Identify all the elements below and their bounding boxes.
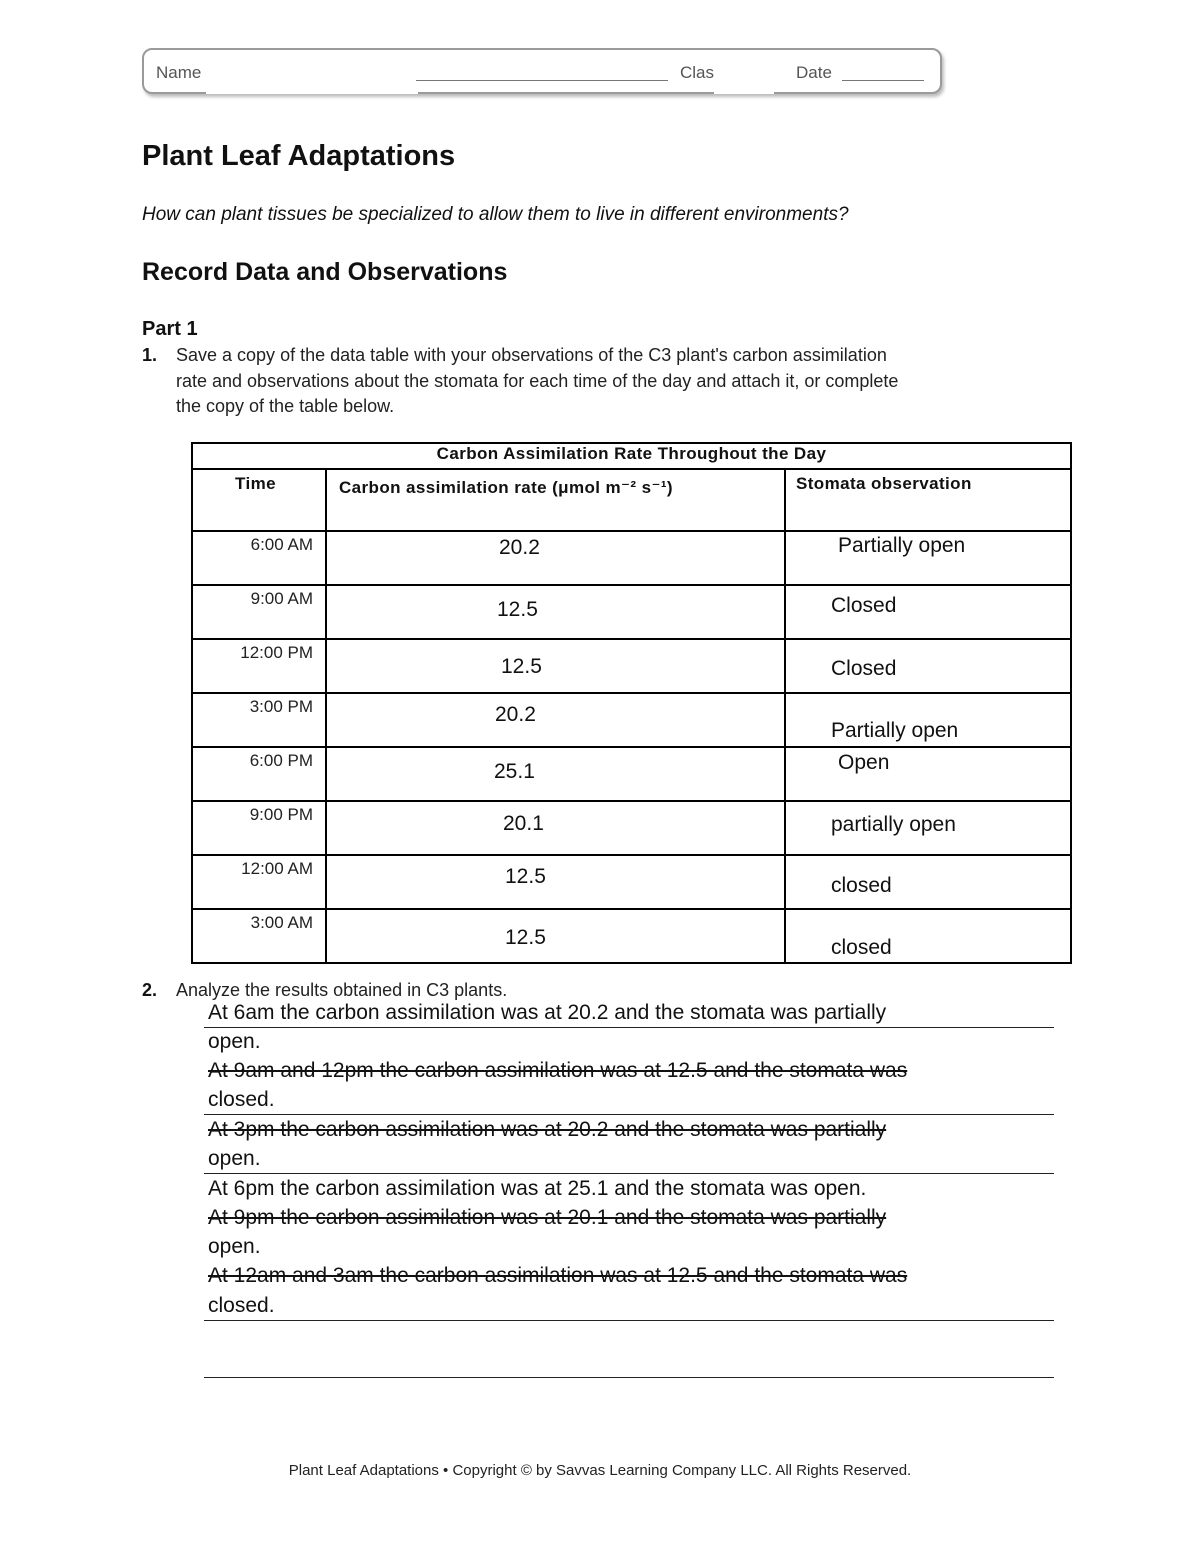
observation-value: Closed [831, 594, 897, 617]
time-cell: 12:00 AM [192, 855, 326, 909]
observation-cell[interactable] [785, 855, 1071, 909]
name-field[interactable] [416, 80, 668, 81]
class-label: Clas [680, 63, 715, 82]
instruction-line: the copy of the table below. [176, 396, 395, 416]
answer-line[interactable] [204, 1204, 1054, 1233]
instruction-line: rate and observations about the stomata for each time of the day and attach it, or complete [176, 371, 899, 391]
column-header-time: Time [192, 469, 326, 531]
analysis-prompt: Analyze the results obtained in C3 plants. [176, 980, 508, 1000]
answer-line[interactable] [204, 1233, 1054, 1262]
table-row [192, 747, 1071, 801]
part-label: Part 1 [142, 318, 198, 340]
answer-line[interactable] [204, 1292, 1054, 1321]
answer-text: At 3pm the carbon assimilation was at 20.2 and the stomata was partially [208, 1118, 887, 1141]
table-row [192, 855, 1071, 909]
rate-value: 25.1 [494, 760, 535, 783]
table-row [192, 909, 1071, 963]
answer-line[interactable] [204, 1262, 1054, 1291]
answer-line[interactable] [204, 999, 1054, 1028]
answer-text: closed. [208, 1088, 275, 1111]
rate-cell[interactable] [326, 909, 785, 963]
time-cell: 9:00 PM [192, 801, 326, 855]
redaction-mark [206, 58, 418, 94]
rate-value: 20.2 [499, 536, 540, 559]
table-caption: Carbon Assimilation Rate Throughout the Day [192, 443, 1071, 469]
rate-value: 12.5 [505, 926, 546, 949]
table-row [192, 585, 1071, 639]
rate-cell[interactable] [326, 855, 785, 909]
redaction-mark [714, 58, 774, 94]
time-cell: 9:00 AM [192, 585, 326, 639]
section-title: Record Data and Observations [142, 258, 508, 286]
time-cell: 3:00 PM [192, 693, 326, 747]
observation-value: Partially open [831, 719, 959, 742]
instruction-line: Save a copy of the data table with your observations of the C3 plant's carbon assimilation [176, 345, 887, 365]
observation-value: Partially open [838, 534, 966, 557]
rate-cell[interactable] [326, 801, 785, 855]
item-number: 2. [142, 980, 158, 1000]
table-row [192, 531, 1071, 585]
name-label: Name [156, 63, 202, 82]
time-cell: 6:00 AM [192, 531, 326, 585]
observation-cell[interactable] [785, 531, 1071, 585]
observation-value: partially open [831, 813, 956, 836]
observation-value: closed [831, 874, 892, 897]
rate-value: 12.5 [505, 865, 546, 888]
rate-cell[interactable] [326, 531, 785, 585]
observation-value: Closed [831, 657, 897, 680]
page-title: Plant Leaf Adaptations [142, 140, 456, 172]
answer-line[interactable] [204, 1116, 1054, 1145]
column-header-rate: Carbon assimilation rate (μmol m⁻² s⁻¹) [326, 469, 785, 531]
rate-cell[interactable] [326, 639, 785, 693]
answer-line[interactable] [204, 1028, 1054, 1057]
date-label: Date [796, 63, 832, 82]
answer-line[interactable] [204, 1057, 1054, 1086]
rate-value: 20.2 [495, 703, 536, 726]
rate-value: 12.5 [497, 598, 538, 621]
answer-text: closed. [208, 1294, 275, 1317]
answer-line[interactable] [204, 1175, 1054, 1204]
observation-cell[interactable] [785, 801, 1071, 855]
guiding-question: How can plant tissues be specialized to allow them to live in different environments? [142, 204, 849, 225]
time-cell: 3:00 AM [192, 909, 326, 963]
rate-cell[interactable] [326, 585, 785, 639]
answer-text: At 6am the carbon assimilation was at 20.2 and the stomata was partially [208, 1001, 887, 1024]
observation-cell[interactable] [785, 909, 1071, 963]
data-table [191, 442, 1072, 964]
observation-value: Open [838, 751, 890, 774]
observation-cell[interactable] [785, 585, 1071, 639]
answer-text: open. [208, 1235, 261, 1258]
rate-value: 20.1 [503, 812, 544, 835]
answer-line[interactable] [204, 1145, 1054, 1174]
answer-text: open. [208, 1030, 261, 1053]
column-header-stomata: Stomata observation [785, 469, 1071, 531]
name-class-date-bar [142, 48, 942, 94]
time-cell: 12:00 PM [192, 639, 326, 693]
observation-value: closed [831, 936, 892, 959]
rate-cell[interactable] [326, 747, 785, 801]
rate-value: 12.5 [501, 655, 542, 678]
rate-cell[interactable] [326, 693, 785, 747]
item-number: 1. [142, 345, 158, 365]
observation-cell[interactable] [785, 639, 1071, 693]
table-row [192, 693, 1071, 747]
date-field[interactable] [842, 80, 924, 81]
answer-text: At 6pm the carbon assimilation was at 25.1 and the stomata was open. [208, 1177, 867, 1200]
table-row [192, 801, 1071, 855]
time-cell: 6:00 PM [192, 747, 326, 801]
observation-cell[interactable] [785, 747, 1071, 801]
observation-cell[interactable] [785, 693, 1071, 747]
table-row [192, 639, 1071, 693]
answer-line[interactable] [204, 1086, 1054, 1115]
answer-text: At 12am and 3am the carbon assimilation was at 12.5 and the stomata was [208, 1264, 908, 1287]
answer-text: At 9am and 12pm the carbon assimilation was at 12.5 and the stomata was [208, 1059, 908, 1082]
answer-text: At 9pm the carbon assimilation was at 20.1 and the stomata was partially [208, 1206, 887, 1229]
answer-text: open. [208, 1147, 261, 1170]
answer-line[interactable] [204, 1349, 1054, 1378]
page-footer: Plant Leaf Adaptations • Copyright © by Savvas Learning Company LLC. All Rights Reserved. [288, 1462, 912, 1479]
